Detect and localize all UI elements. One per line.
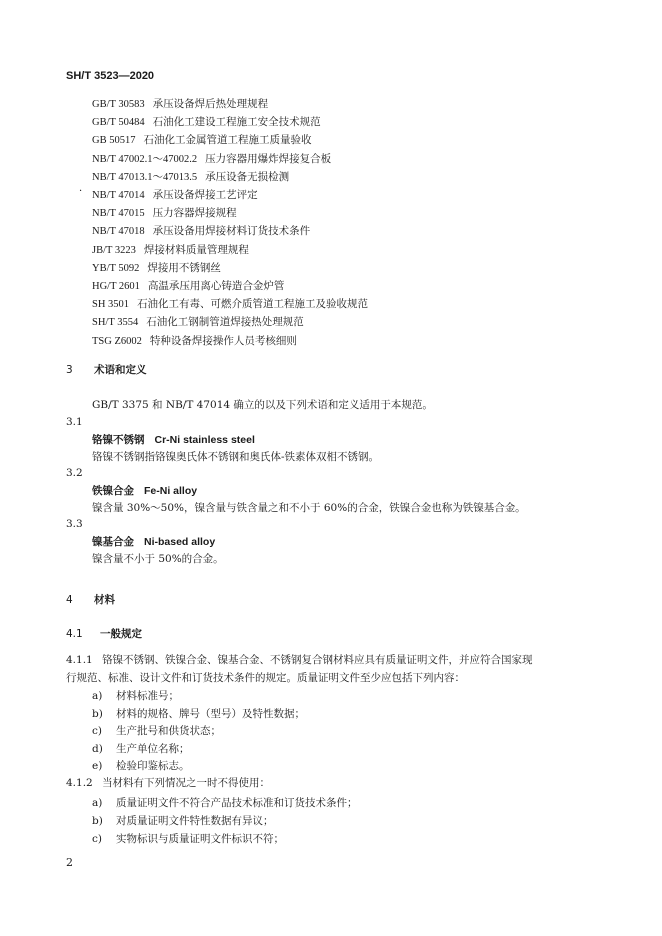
subsection-number: 4.1 <box>66 628 83 640</box>
list-item-label: a) <box>92 690 103 702</box>
clause-text: 当材料有下列情况之一时不得使用： <box>102 777 271 789</box>
reference-code: SH/T 3554 <box>92 317 139 329</box>
list-item-label: c) <box>92 833 102 845</box>
reference-code: GB/T 50484 <box>92 117 145 129</box>
reference-item <box>92 223 310 238</box>
term-heading <box>92 483 197 498</box>
list-item-text: 生产批号和供货状态； <box>116 725 221 737</box>
reference-title: 承压设备焊接工艺评定 <box>152 189 258 201</box>
term-english: Fe-Ni alloy <box>144 485 198 497</box>
reference-item <box>92 132 311 147</box>
term-number: 3.3 <box>66 518 83 530</box>
list-item <box>92 831 284 846</box>
reference-title: 石油化工建设工程施工安全技术规范 <box>152 116 321 129</box>
list-item <box>92 813 274 828</box>
term-chinese: 镍基合金 <box>92 536 134 548</box>
reference-item <box>92 260 221 275</box>
reference-item <box>92 296 368 311</box>
reference-code: NB/T 47002.1～47002.2 <box>92 153 198 165</box>
clause-number: 4.1.1 <box>66 654 93 666</box>
margin-mark: · <box>79 186 83 197</box>
section-3-heading <box>66 362 147 377</box>
clause-4-1-2 <box>66 775 270 790</box>
reference-code: NB/T 47014 <box>92 190 145 201</box>
list-item-label: c) <box>92 725 102 737</box>
reference-title: 承压设备无损检测 <box>205 170 290 183</box>
clause-4-1-1-line1 <box>66 652 533 667</box>
list-item <box>92 723 221 738</box>
section-4-heading <box>66 592 115 607</box>
reference-title: 石油化工金属管道工程施工质量验收 <box>143 134 312 147</box>
subsection-4-1-heading <box>66 626 142 641</box>
reference-code: SH 3501 <box>92 299 130 311</box>
standard-code-header: SH/T 3523—2020 <box>66 70 155 82</box>
list-item-label: b) <box>92 815 103 827</box>
subsection-title: 一般规定 <box>100 628 142 640</box>
reference-item <box>92 278 284 293</box>
list-item-text: 对质量证明文件特性数据有异议； <box>116 815 274 827</box>
reference-title: 承压设备用焊接材料订货技术条件 <box>152 225 311 238</box>
reference-item <box>92 242 249 257</box>
clause-text: 铬镍不锈钢、铁镍合金、镍基合金、不锈钢复合钢材料应具有质量证明文件，并应符合国家现 <box>102 654 533 666</box>
term-number: 3.2 <box>66 467 83 479</box>
reference-item <box>92 205 237 220</box>
reference-code: GB/T 30583 <box>92 99 145 110</box>
term-definition: 镍含量 30%～50%，镍含量与铁含量之和不小于 60%的合金，铁镍合金也称为铁镍基合金。 <box>92 502 526 514</box>
list-item <box>92 741 190 756</box>
term-chinese: 铁镍合金 <box>92 485 134 497</box>
reference-item <box>92 187 258 202</box>
term-heading <box>92 432 255 447</box>
term-english: Cr-Ni stainless steel <box>154 434 255 446</box>
list-item <box>92 758 190 773</box>
list-item-text: 质量证明文件不符合产品技术标准和订货技术条件； <box>116 797 358 809</box>
term-chinese: 铬镍不锈钢 <box>92 434 145 446</box>
reference-title: 焊接用不锈钢丝 <box>147 261 221 274</box>
clause-4-1-1-line2: 行规范、标准、设计文件和订货技术条件的规定。质量证明文件至少应包括下列内容： <box>66 672 465 684</box>
reference-title: 石油化工有毒、可燃介质管道工程施工及验收规范 <box>137 298 369 311</box>
term-definition: 铬镍不锈钢指铬镍奥氏体不锈钢和奥氏体-铁素体双相不锈钢。 <box>92 451 380 463</box>
section-number: 4 <box>66 594 73 606</box>
section-number: 3 <box>66 364 73 376</box>
reference-code: GB 50517 <box>92 135 136 147</box>
list-item <box>92 706 305 721</box>
reference-title: 承压设备焊后热处理规程 <box>152 98 269 110</box>
reference-code: TSG Z6002 <box>92 335 142 347</box>
section-3-intro: GB/T 3375 和 NB/T 47014 确立的以及下列术语和定义适用于本规范。 <box>92 399 433 411</box>
reference-item <box>92 314 304 329</box>
list-item-label: a) <box>92 797 103 809</box>
reference-title: 压力容器用爆炸焊接复合板 <box>205 152 332 165</box>
reference-title: 焊接材料质量管理规程 <box>143 243 249 256</box>
reference-item <box>92 169 289 184</box>
term-english: Ni-based alloy <box>144 536 216 548</box>
section-title: 材料 <box>94 594 115 606</box>
reference-title: 特种设备焊接操作人员考核细则 <box>149 334 297 347</box>
reference-code: NB/T 47013.1～47013.5 <box>92 171 198 183</box>
list-item-text: 材料标准号； <box>116 690 179 702</box>
reference-code: NB/T 47015 <box>92 208 145 220</box>
reference-code: NB/T 47018 <box>92 226 145 238</box>
reference-title: 压力容器焊接规程 <box>152 207 237 220</box>
list-item <box>92 795 358 810</box>
reference-code: JB/T 3223 <box>92 244 136 256</box>
list-item-text: 检验印鉴标志。 <box>116 760 190 772</box>
list-item <box>92 688 179 703</box>
list-item-label: e) <box>92 760 103 772</box>
list-item-label: b) <box>92 707 103 720</box>
reference-item <box>92 333 297 348</box>
list-item-text: 材料的规格、牌号（型号）及特性数据； <box>116 707 305 720</box>
clause-number: 4.1.2 <box>66 777 93 789</box>
reference-item <box>92 114 321 129</box>
reference-code: YB/T 5092 <box>92 262 140 274</box>
term-heading <box>92 534 215 549</box>
section-title: 术语和定义 <box>94 364 147 376</box>
reference-title: 高温承压用离心铸造合金炉管 <box>147 280 285 292</box>
list-item-text: 实物标识与质量证明文件标识不符； <box>116 833 284 845</box>
list-item-text: 生产单位名称； <box>116 742 190 755</box>
term-number: 3.1 <box>66 416 83 428</box>
reference-item <box>92 151 331 166</box>
page-number: 2 <box>66 856 73 869</box>
reference-code: HG/T 2601 <box>92 281 140 292</box>
reference-item <box>92 96 268 111</box>
list-item-label: d) <box>92 742 103 755</box>
term-definition: 镍含量不小于 50%的合金。 <box>92 553 224 565</box>
reference-title: 石油化工钢制管道焊接热处理规范 <box>146 316 304 329</box>
